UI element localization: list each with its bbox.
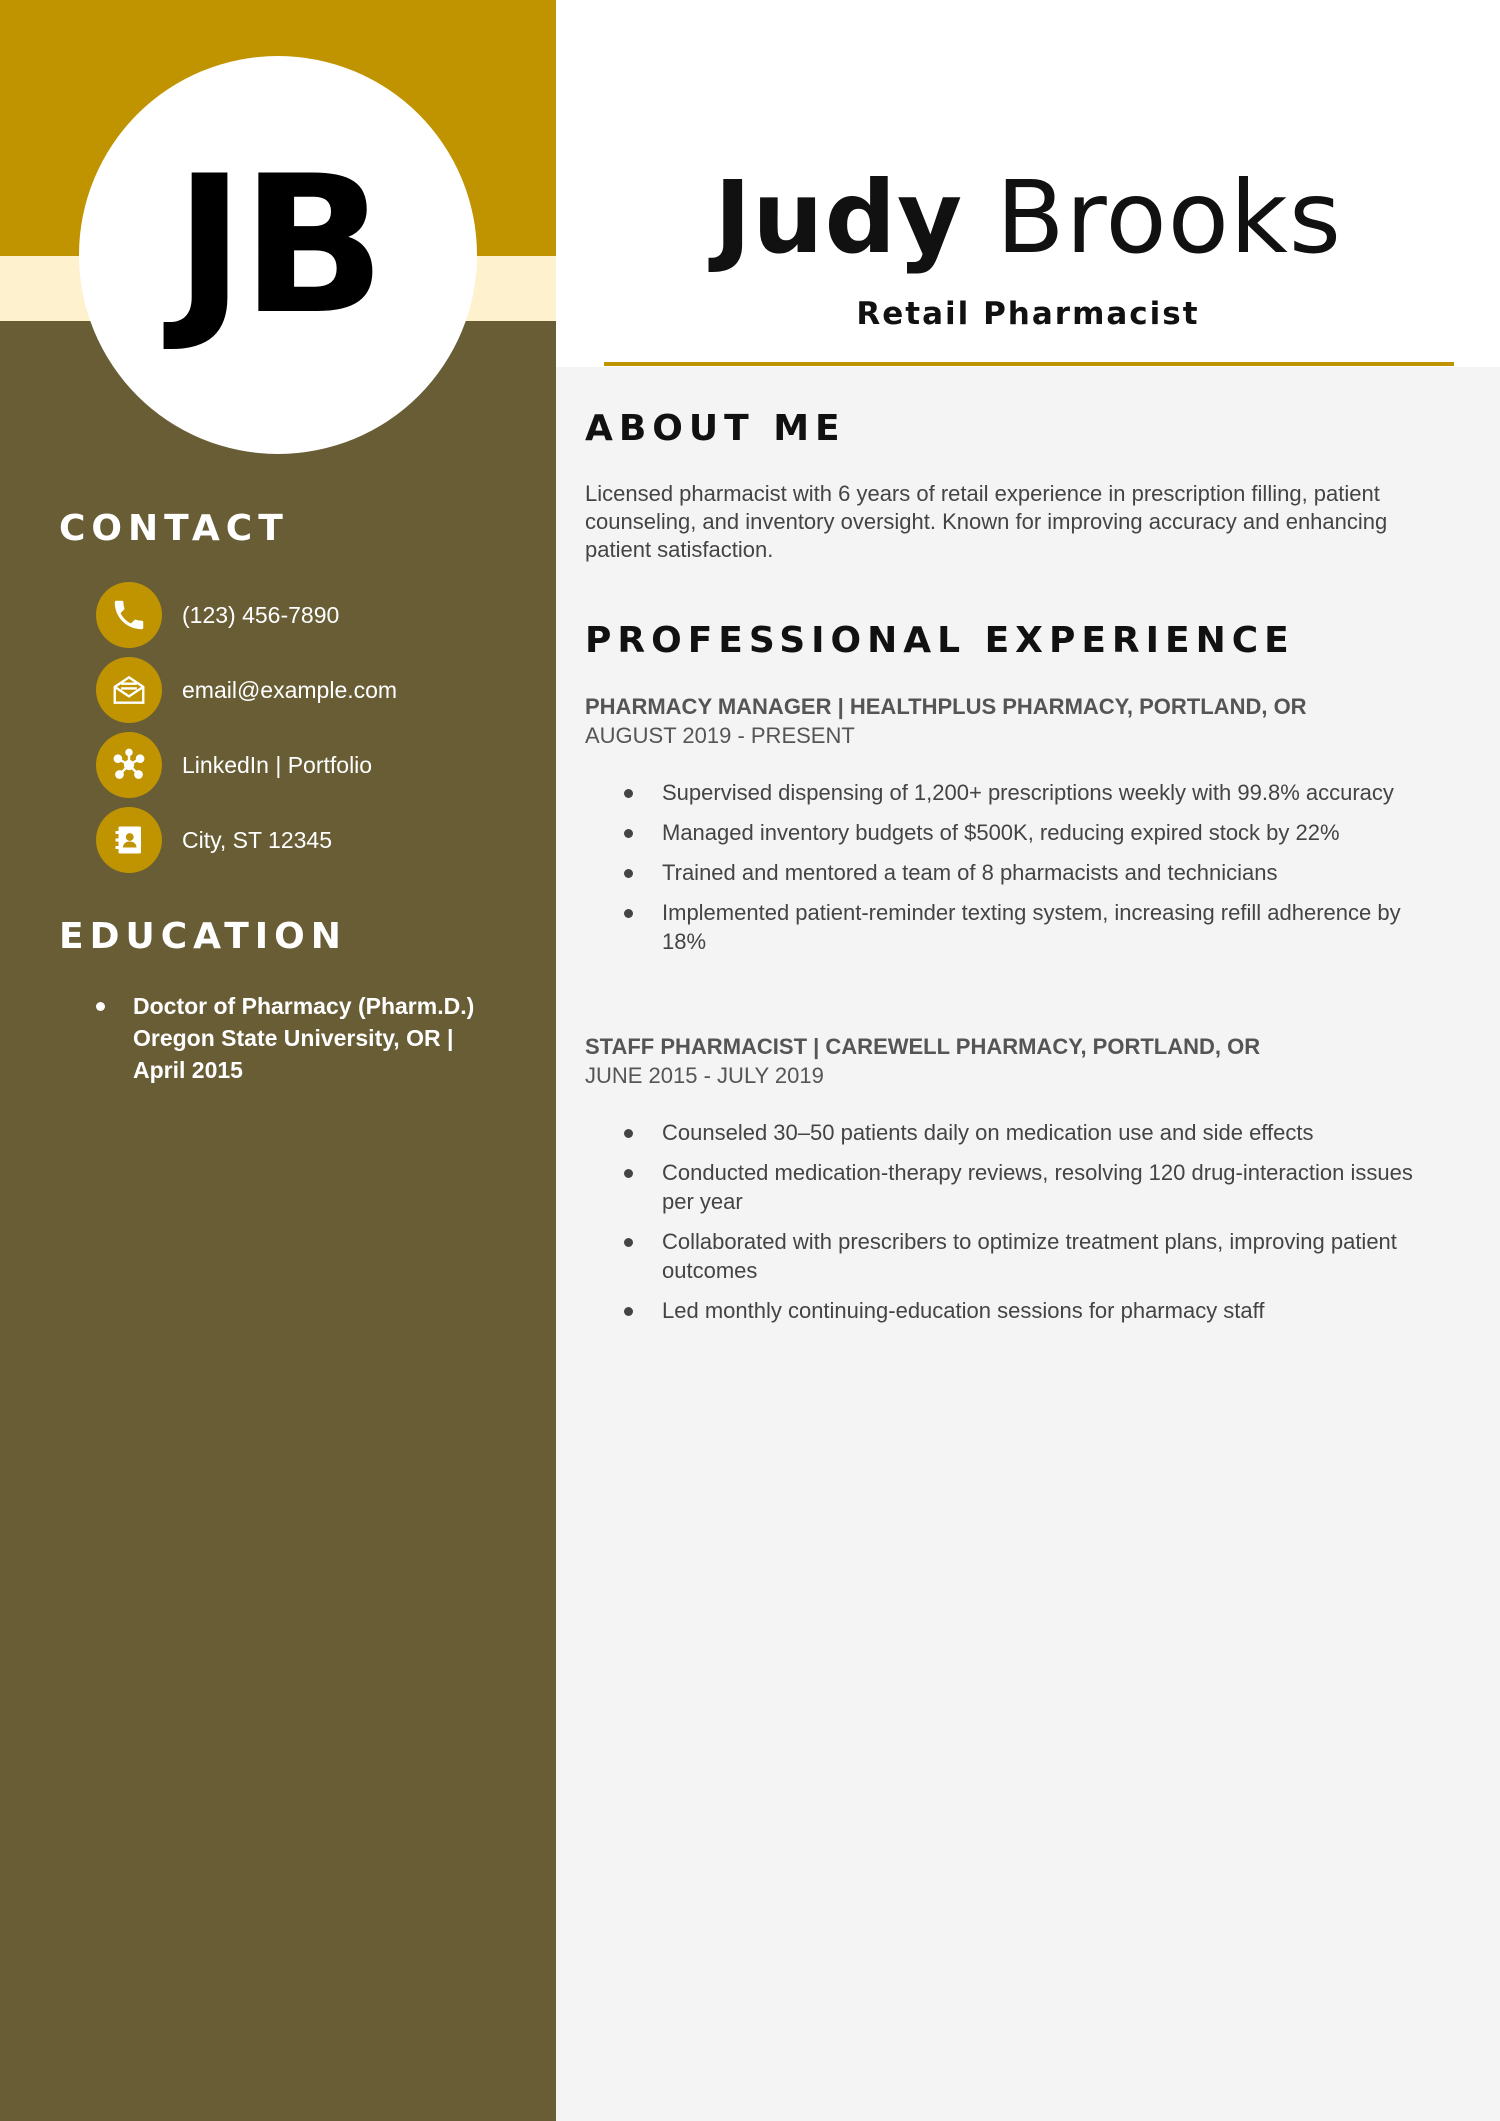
education-heading: EDUCATION (59, 916, 347, 957)
monogram-circle (79, 56, 477, 454)
contact-address-text: City, ST 12345 (182, 826, 333, 853)
first-name: Judy (714, 159, 964, 276)
list-item: Led monthly continuing-education sessions for pharmacy staff (622, 1296, 1422, 1325)
about-text: Licensed pharmacist with 6 years of retail experience in prescription filling, patient counseling, and inventory oversight. Known for improving accuracy and enhancing patient satisfaction. (585, 481, 1388, 562)
monogram: JB (174, 135, 382, 356)
job-title: PHARMACY MANAGER | HEALTHPLUS PHARMACY, PORTLAND, OR (585, 694, 1307, 719)
contact-email (96, 657, 398, 723)
network-icon (96, 732, 162, 798)
list-item: Collaborated with prescribers to optimize treatment plans, improving patient outcomes (622, 1227, 1422, 1285)
address-book-icon (96, 807, 162, 873)
experience-heading: PROFESSIONAL EXPERIENCE (585, 620, 1295, 661)
contact-email-text: email@example.com (182, 676, 398, 703)
list-item: Implemented patient-reminder texting system, increasing refill adherence by 18% (622, 898, 1422, 956)
contact-phone (96, 582, 340, 648)
education-bullet (96, 1002, 105, 1011)
phone-icon (96, 582, 162, 648)
header-divider (604, 362, 1454, 366)
job-bullets (622, 1118, 1422, 1336)
job-dates: AUGUST 2019 - PRESENT (585, 723, 855, 748)
job-role: Retail Pharmacist (856, 296, 1200, 332)
job-title: STAFF PHARMACIST | CAREWELL PHARMACY, PORTLAND, OR (585, 1034, 1261, 1059)
email-icon (96, 657, 162, 723)
contact-links (96, 732, 373, 798)
list-item: Supervised dispensing of 1,200+ prescriptions weekly with 99.8% accuracy (622, 778, 1422, 807)
education-degree: Doctor of Pharmacy (Pharm.D.) (133, 993, 475, 1019)
full-name (556, 159, 1500, 276)
last-name: Brooks (996, 159, 1342, 276)
education-entry (96, 990, 516, 1086)
list-item: Trained and mentored a team of 8 pharmacists and technicians (622, 858, 1422, 887)
contact-address (96, 807, 333, 873)
contact-heading: CONTACT (59, 508, 289, 549)
list-item: Managed inventory budgets of $500K, reducing expired stock by 22% (622, 818, 1422, 847)
education-date: April 2015 (133, 1057, 243, 1083)
education-school: Oregon State University, OR | (133, 1025, 454, 1051)
contact-links-text: LinkedIn | Portfolio (182, 751, 373, 778)
list-item: Counseled 30–50 patients daily on medication use and side effects (622, 1118, 1422, 1147)
about-heading: ABOUT ME (585, 408, 846, 449)
list-item: Conducted medication-therapy reviews, resolving 120 drug-interaction issues per year (622, 1158, 1422, 1216)
contact-phone-text: (123) 456-7890 (182, 601, 340, 628)
job-dates: JUNE 2015 - JULY 2019 (585, 1063, 824, 1088)
job-bullets (622, 778, 1422, 967)
